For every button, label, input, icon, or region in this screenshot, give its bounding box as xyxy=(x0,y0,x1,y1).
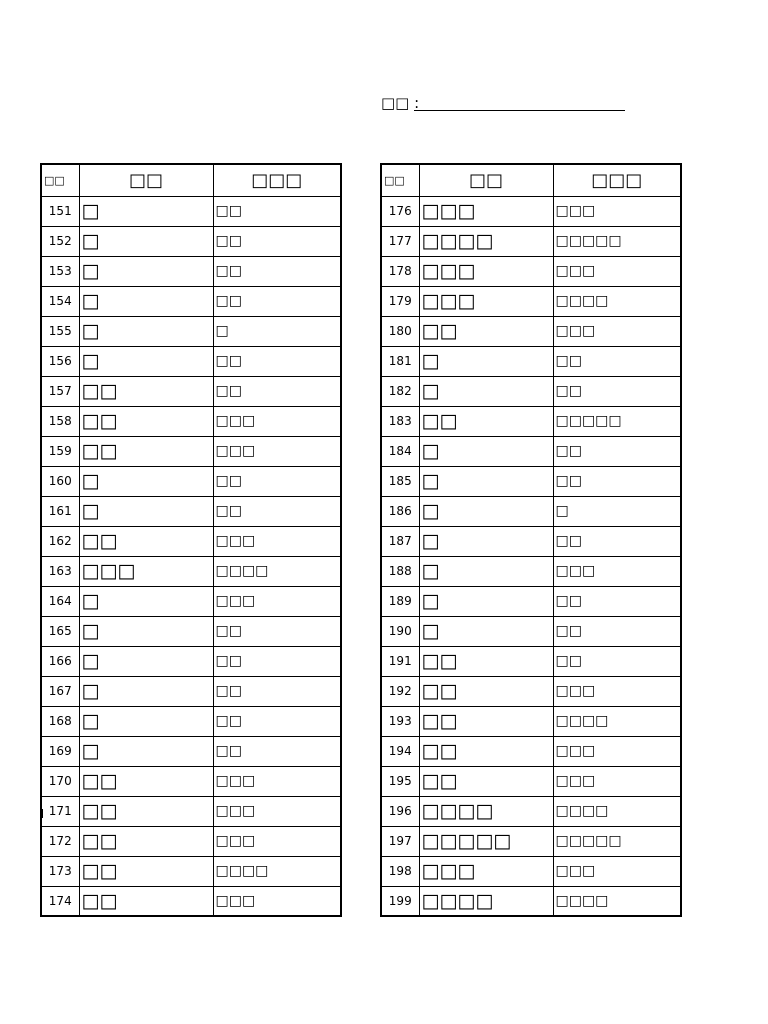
reading-cell: □□ xyxy=(213,736,341,766)
reading-cell: □□ xyxy=(213,496,341,526)
word-cell: □ xyxy=(419,586,553,616)
table-row xyxy=(381,736,681,766)
column-header-word: □□ xyxy=(79,164,213,196)
row-number: 161 xyxy=(41,496,79,526)
reading-cell: □□□ xyxy=(213,766,341,796)
reading-cell: □□ xyxy=(553,526,681,556)
row-number: 196 xyxy=(381,796,419,826)
table-row xyxy=(381,256,681,286)
row-number: 158 xyxy=(41,406,79,436)
table-row xyxy=(41,556,341,586)
table-row xyxy=(41,346,341,376)
table-row xyxy=(381,766,681,796)
table-row xyxy=(41,436,341,466)
word-cell: □□□ xyxy=(419,196,553,226)
word-cell: □□□ xyxy=(419,256,553,286)
row-number: 178 xyxy=(381,256,419,286)
row-number: 164 xyxy=(41,586,79,616)
table-row xyxy=(381,436,681,466)
word-cell: □ xyxy=(79,346,213,376)
table-row xyxy=(41,736,341,766)
row-number: 186 xyxy=(381,496,419,526)
table-row xyxy=(41,676,341,706)
word-cell: □□ xyxy=(79,406,213,436)
reading-cell: □□□ xyxy=(213,586,341,616)
word-cell: □□ xyxy=(419,766,553,796)
table-row xyxy=(41,226,341,256)
word-cell: □ xyxy=(79,316,213,346)
reading-cell: □□□ xyxy=(213,826,341,856)
table-row xyxy=(41,856,341,886)
word-cell: □□ xyxy=(419,316,553,346)
vocab-table-left xyxy=(40,163,342,917)
reading-cell: □□□□ xyxy=(553,796,681,826)
reading-cell: □□ xyxy=(213,376,341,406)
row-number: 166 xyxy=(41,646,79,676)
table-row xyxy=(381,196,681,226)
word-cell: □□□□ xyxy=(419,226,553,256)
table-row xyxy=(41,496,341,526)
word-cell: □ xyxy=(79,676,213,706)
word-cell: □ xyxy=(79,586,213,616)
reading-cell: □□□ xyxy=(213,436,341,466)
table-row xyxy=(381,376,681,406)
table-header-row xyxy=(41,164,341,196)
reading-cell: □□□ xyxy=(553,196,681,226)
column-header-word: □□ xyxy=(419,164,553,196)
reading-cell: □□□ xyxy=(213,796,341,826)
reading-cell: □□ xyxy=(213,676,341,706)
word-cell: □ xyxy=(79,226,213,256)
word-cell: □ xyxy=(419,556,553,586)
text-cursor xyxy=(42,809,43,818)
reading-cell: □□□ xyxy=(553,766,681,796)
row-number: 180 xyxy=(381,316,419,346)
word-cell: □ xyxy=(79,646,213,676)
reading-cell: □□ xyxy=(213,346,341,376)
table-row xyxy=(381,316,681,346)
word-cell: □□ xyxy=(419,676,553,706)
reading-cell: □□ xyxy=(553,646,681,676)
reading-cell: □□ xyxy=(213,256,341,286)
table-row xyxy=(41,466,341,496)
row-number: 171 xyxy=(41,796,79,826)
word-cell: □□□□ xyxy=(419,886,553,916)
word-cell: □□ xyxy=(79,856,213,886)
table-header-row xyxy=(381,164,681,196)
column-header-number: □□ xyxy=(381,164,419,196)
word-cell: □ xyxy=(79,616,213,646)
table-row xyxy=(41,886,341,916)
table-row xyxy=(381,886,681,916)
table-row xyxy=(41,766,341,796)
table-row xyxy=(41,196,341,226)
table-row xyxy=(41,796,341,826)
word-cell: □□ xyxy=(419,736,553,766)
table-row xyxy=(381,796,681,826)
vocab-table-right xyxy=(380,163,682,917)
row-number: 191 xyxy=(381,646,419,676)
reading-cell: □□ xyxy=(553,346,681,376)
row-number: 162 xyxy=(41,526,79,556)
word-cell: □□□□ xyxy=(419,796,553,826)
reading-cell: □□□ xyxy=(553,736,681,766)
table-row xyxy=(381,526,681,556)
reading-cell: □□□□□ xyxy=(553,406,681,436)
reading-cell: □□□□ xyxy=(213,556,341,586)
row-number: 153 xyxy=(41,256,79,286)
reading-cell: □□□□ xyxy=(553,706,681,736)
reading-cell: □□ xyxy=(213,616,341,646)
row-number: 169 xyxy=(41,736,79,766)
row-number: 187 xyxy=(381,526,419,556)
row-number: 170 xyxy=(41,766,79,796)
word-cell: □ xyxy=(79,706,213,736)
row-number: 168 xyxy=(41,706,79,736)
reading-cell: □□□□ xyxy=(553,886,681,916)
reading-cell: □□ xyxy=(553,586,681,616)
table-body-left xyxy=(41,196,341,916)
reading-cell: □□ xyxy=(213,286,341,316)
row-number: 163 xyxy=(41,556,79,586)
word-cell: □ xyxy=(79,196,213,226)
word-cell: □ xyxy=(419,526,553,556)
table-row xyxy=(41,316,341,346)
row-number: 198 xyxy=(381,856,419,886)
word-cell: □ xyxy=(79,496,213,526)
table-row xyxy=(41,706,341,736)
reading-cell: □□ xyxy=(553,616,681,646)
reading-cell: □□ xyxy=(213,196,341,226)
column-header-number: □□ xyxy=(41,164,79,196)
word-cell: □□ xyxy=(79,526,213,556)
row-number: 155 xyxy=(41,316,79,346)
word-cell: □ xyxy=(79,466,213,496)
word-cell: □ xyxy=(79,286,213,316)
name-field xyxy=(381,93,626,113)
table-row xyxy=(381,556,681,586)
table-row xyxy=(381,646,681,676)
row-number: 182 xyxy=(381,376,419,406)
reading-cell: □□ xyxy=(553,466,681,496)
word-cell: □ xyxy=(419,466,553,496)
reading-cell: □ xyxy=(213,316,341,346)
row-number: 172 xyxy=(41,826,79,856)
word-cell: □□□ xyxy=(419,286,553,316)
reading-cell: □□□ xyxy=(553,856,681,886)
word-cell: □ xyxy=(419,616,553,646)
table-row xyxy=(381,286,681,316)
row-number: 192 xyxy=(381,676,419,706)
reading-cell: □□□ xyxy=(553,256,681,286)
reading-cell: □□□ xyxy=(213,526,341,556)
reading-cell: □□□ xyxy=(213,406,341,436)
reading-cell: □□□ xyxy=(213,886,341,916)
row-number: 195 xyxy=(381,766,419,796)
row-number: 193 xyxy=(381,706,419,736)
row-number: 177 xyxy=(381,226,419,256)
reading-cell: □□ xyxy=(213,226,341,256)
word-cell: □□ xyxy=(79,376,213,406)
column-header-reading: □□□ xyxy=(213,164,341,196)
row-number: 188 xyxy=(381,556,419,586)
table-row xyxy=(381,466,681,496)
table-row xyxy=(381,616,681,646)
table-row xyxy=(41,376,341,406)
reading-cell: □□ xyxy=(213,706,341,736)
row-number: 154 xyxy=(41,286,79,316)
reading-cell: □□□□ xyxy=(213,856,341,886)
word-cell: □□ xyxy=(79,886,213,916)
table-row xyxy=(381,226,681,256)
table-row xyxy=(41,826,341,856)
word-cell: □□□ xyxy=(419,856,553,886)
row-number: 160 xyxy=(41,466,79,496)
table-row xyxy=(381,706,681,736)
row-number: 184 xyxy=(381,436,419,466)
reading-cell: □□ xyxy=(213,466,341,496)
table-row xyxy=(381,406,681,436)
name-blank-line xyxy=(414,93,625,111)
table-row xyxy=(41,256,341,286)
row-number: 167 xyxy=(41,676,79,706)
word-cell: □□ xyxy=(79,796,213,826)
table-row xyxy=(41,586,341,616)
table-row xyxy=(41,616,341,646)
table-row xyxy=(41,406,341,436)
word-cell: □□ xyxy=(419,406,553,436)
row-number: 152 xyxy=(41,226,79,256)
row-number: 179 xyxy=(381,286,419,316)
row-number: 165 xyxy=(41,616,79,646)
table-row xyxy=(381,586,681,616)
row-number: 176 xyxy=(381,196,419,226)
row-number: 194 xyxy=(381,736,419,766)
row-number: 173 xyxy=(41,856,79,886)
word-cell: □□ xyxy=(419,646,553,676)
reading-cell: □ xyxy=(553,496,681,526)
reading-cell: □□□ xyxy=(553,556,681,586)
table-row xyxy=(41,646,341,676)
word-cell: □ xyxy=(79,736,213,766)
name-label: □□ : xyxy=(381,94,420,112)
row-number: 197 xyxy=(381,826,419,856)
reading-cell: □□□□□ xyxy=(553,826,681,856)
row-number: 151 xyxy=(41,196,79,226)
column-header-reading: □□□ xyxy=(553,164,681,196)
row-number: 185 xyxy=(381,466,419,496)
row-number: 174 xyxy=(41,886,79,916)
word-cell: □□ xyxy=(419,706,553,736)
word-cell: □□□ xyxy=(79,556,213,586)
reading-cell: □□ xyxy=(553,376,681,406)
reading-cell: □□ xyxy=(213,646,341,676)
reading-cell: □□□ xyxy=(553,676,681,706)
word-cell: □□ xyxy=(79,436,213,466)
reading-cell: □□□□□ xyxy=(553,226,681,256)
table-row xyxy=(381,346,681,376)
word-cell: □□ xyxy=(79,766,213,796)
row-number: 199 xyxy=(381,886,419,916)
table-row xyxy=(381,496,681,526)
word-cell: □□□□□ xyxy=(419,826,553,856)
row-number: 189 xyxy=(381,586,419,616)
row-number: 190 xyxy=(381,616,419,646)
table-row xyxy=(381,676,681,706)
word-cell: □ xyxy=(419,376,553,406)
word-cell: □□ xyxy=(79,826,213,856)
table-body-right xyxy=(381,196,681,916)
word-cell: □ xyxy=(419,346,553,376)
reading-cell: □□□□ xyxy=(553,286,681,316)
reading-cell: □□ xyxy=(553,436,681,466)
table-row xyxy=(381,826,681,856)
table-row xyxy=(41,286,341,316)
row-number: 183 xyxy=(381,406,419,436)
row-number: 159 xyxy=(41,436,79,466)
reading-cell: □□□ xyxy=(553,316,681,346)
table-row xyxy=(41,526,341,556)
row-number: 181 xyxy=(381,346,419,376)
row-number: 156 xyxy=(41,346,79,376)
word-cell: □ xyxy=(419,496,553,526)
word-cell: □ xyxy=(79,256,213,286)
table-row xyxy=(381,856,681,886)
word-cell: □ xyxy=(419,436,553,466)
row-number: 157 xyxy=(41,376,79,406)
